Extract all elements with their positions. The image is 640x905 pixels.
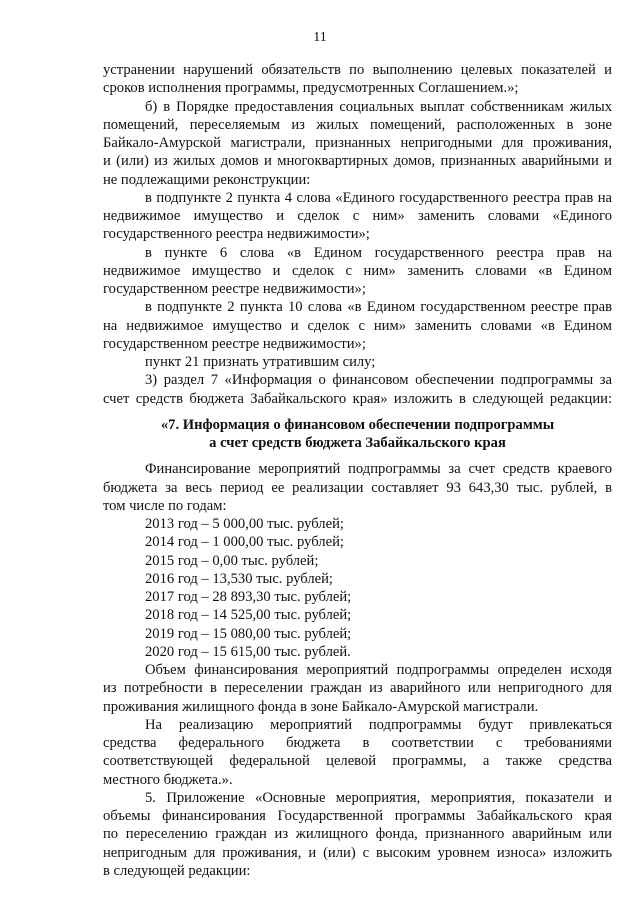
text-line: 2017 год – 28 893,30 тыс. рублей; (145, 589, 352, 605)
text-line: Объем финансирования мероприятий подпрограммы определен исходя (145, 662, 612, 678)
text-line: 2014 год – 1 000,00 тыс. рублей; (145, 534, 344, 551)
text-line: На реализацию мероприятий подпрограммы будут привлекаться (145, 716, 612, 733)
text-line: по переселению граждан из жилищного фонда, признанного аварийным или (103, 826, 612, 843)
text-line: в подпункте 2 пункта 4 слова «Единого государственного реестра прав на (145, 189, 612, 206)
text-line: непригодным для проживания, и (или) с высоким уровнем износа» изложить (103, 844, 612, 861)
text-line: проживания жилищного фонда в зоне Байкало-Амурской магистрали. (103, 698, 539, 715)
text-line: 3) раздел 7 «Информация о финансовом обеспечении подпрограммы за (145, 372, 612, 389)
text-line: бюджета за весь период ее реализации составляет 93 643,30 тыс. рублей, в (103, 479, 612, 496)
section-heading-line: «7. Информация о финансовом обеспечении подпрограммы (160, 416, 555, 433)
text-line: Финансирование мероприятий подпрограммы за счет средств краевого (145, 461, 612, 478)
text-line: государственном реестре недвижимости»; (103, 281, 366, 297)
text-line: б) в Порядке предоставления социальных выплат собственникам жилых (145, 98, 612, 115)
text-line: Байкало-Амурской магистрали, признанных непригодными для проживания, (103, 135, 612, 151)
text-line: на недвижимое имущество и сделок с ним» заменить словами «в Едином (103, 317, 612, 334)
text-line: 2020 год – 15 615,00 тыс. рублей. (145, 643, 351, 660)
text-line: в следующей редакции: (103, 862, 251, 879)
text-line: государственном реестре недвижимости»; (103, 335, 366, 352)
text-line: помещений, переселяемым из жилых помещений, расположенных в зоне (103, 116, 612, 133)
text-line: объемы финансирования Государственной программы Забайкальского края (103, 808, 612, 824)
spacer (103, 452, 612, 460)
text-line: соответствующей федеральной целевой программы, а также средства (103, 753, 612, 770)
text-line: устранении нарушений обязательств по выполнению целевых показателей и (103, 62, 612, 78)
text-line: из потребности в переселении граждан из аварийного или непригодного для (103, 680, 612, 697)
text-line: том числе по годам: (103, 497, 227, 514)
text-line: счет средств бюджета Забайкальского края» изложить в следующей редакции: (103, 390, 612, 407)
spacer (103, 408, 612, 416)
text-line: государственного реестра недвижимости»; (103, 226, 370, 243)
text-line: 2015 год – 0,00 тыс. рублей; (145, 552, 319, 569)
text-line: в подпункте 2 пункта 10 слова «в Едином государственном реестре прав (145, 299, 612, 316)
page-number: 11 (313, 30, 327, 45)
text-line: 2016 год – 13,530 тыс. рублей; (145, 570, 333, 587)
text-line: недвижимое имущество и сделок с ним» заменить словами «Единого (103, 208, 612, 224)
section-heading-line: а счет средств бюджета Забайкальского края (209, 435, 506, 451)
text-line: местного бюджета.». (103, 771, 233, 788)
text-line: 2013 год – 5 000,00 тыс. рублей; (145, 516, 344, 532)
text-line: 2019 год – 15 080,00 тыс. рублей; (145, 625, 352, 642)
text-line: 5. Приложение «Основные мероприятия, мероприятия, показатели и (145, 789, 612, 806)
text-line: пункт 21 признать утратившим силу; (145, 354, 376, 370)
document-body (103, 61, 612, 880)
text-line: сроков исполнения программы, предусмотренных Соглашением.»; (103, 80, 519, 97)
text-line: и (или) из жилых домов и многоквартирных домов, признанных аварийными и (103, 153, 612, 170)
text-line: недвижимое имущество и сделок с ним» заменить словами «в Едином (103, 262, 612, 279)
text-line: средства федерального бюджета в соответствии с требованиями (103, 735, 612, 751)
text-line: не подлежащими реконструкции: (103, 171, 311, 188)
text-line: в пункте 6 слова «в Едином государственного реестра прав на (145, 244, 612, 261)
text-line: 2018 год – 14 525,00 тыс. рублей; (145, 607, 352, 624)
